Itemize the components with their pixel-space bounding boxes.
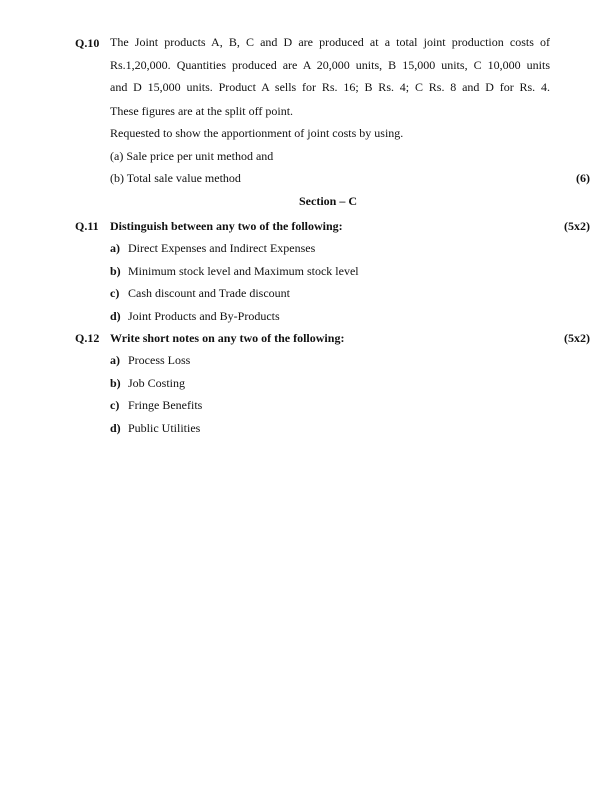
question-q12-heading: Write short notes on any two of the following: [110, 331, 345, 345]
list-item-letter: c) [110, 286, 120, 300]
list-item-text: Direct Expenses and Indirect Expenses [128, 241, 316, 255]
question-q10-marks: (6) [576, 171, 590, 185]
list-item-letter: a) [110, 353, 120, 367]
question-q12-marks: (5x2) [564, 331, 590, 345]
question-q11-heading: Distinguish between any two of the following: [110, 219, 343, 233]
question-q10-last-line: These figures are at the split off point. [110, 104, 294, 118]
list-item-text: Fringe Benefits [128, 398, 203, 412]
list-item [110, 376, 185, 391]
list-item [110, 353, 190, 368]
question-q10-line: Rs.1,20,000. Quantities produced are A 20,000 units, B 15,000 units, C 10,000 units [110, 57, 550, 72]
section-title: Section – C [299, 194, 357, 208]
list-item-letter: a) [110, 241, 120, 255]
list-item [110, 421, 200, 436]
list-item-letter: d) [110, 309, 121, 323]
list-item [110, 264, 359, 279]
question-number-q10: Q.10 [75, 36, 100, 50]
question-q10-request: Requested to show the apportionment of joint costs by using. [110, 126, 404, 140]
list-item [110, 398, 202, 413]
list-item-text: Public Utilities [128, 421, 201, 435]
list-item-letter: c) [110, 398, 120, 412]
list-item-text: Process Loss [128, 353, 191, 367]
list-item [110, 309, 280, 324]
list-item-text: Cash discount and Trade discount [128, 286, 290, 300]
question-q10-line: and D 15,000 units. Product A sells for Rs. 16; B Rs. 4; C Rs. 8 and D for Rs. 4. [110, 80, 550, 94]
list-item-letter: d) [110, 421, 121, 435]
question-q11-marks: (5x2) [564, 219, 590, 233]
question-number-q11: Q.11 [75, 219, 99, 233]
question-q10-line: The Joint products A, B, C and D are produced at a total joint production costs of [110, 35, 550, 49]
list-item-text: Job Costing [128, 376, 186, 390]
question-q10-option-b: (b) Total sale value method [110, 171, 241, 185]
list-item-text: Joint Products and By-Products [128, 309, 280, 323]
list-item-letter: b) [110, 264, 121, 278]
list-item-text: Minimum stock level and Maximum stock level [128, 264, 359, 278]
question-q10-option-a: (a) Sale price per unit method and [110, 149, 274, 163]
list-item-letter: b) [110, 376, 121, 390]
list-item [110, 286, 290, 301]
question-q10-text [110, 31, 550, 99]
question-number-q12: Q.12 [75, 331, 100, 345]
list-item [110, 241, 315, 256]
